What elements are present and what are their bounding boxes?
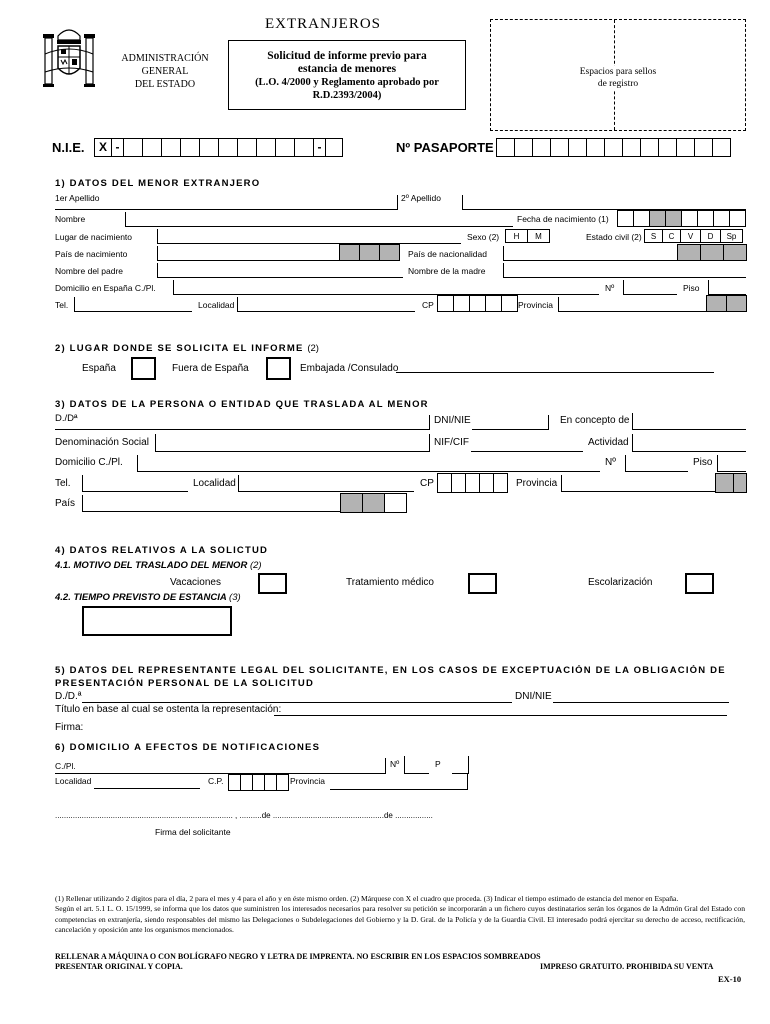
tratamiento-checkbox[interactable]: [468, 573, 497, 594]
s5-dd-field[interactable]: [82, 702, 512, 703]
coat-of-arms-icon: [40, 24, 98, 94]
s4-sub1-note: (2): [249, 560, 262, 571]
s3-piso-field[interactable]: [717, 455, 746, 472]
ec-sp[interactable]: Sp: [721, 229, 743, 243]
tel-label: Tel.: [55, 300, 69, 310]
s3-domicilio-label: Domicilio C./Pl.: [55, 457, 123, 468]
pais-nacionalidad-code: [677, 244, 747, 261]
footer-note1: (1) Rellenar utilizando 2 dígitos para el día, 2 para el mes y 4 para el año y en éste mismo orden. (2) Márquese con X el cuadro que proceda. (3) Indicar el tiempo estimado de estancia del menor en España.: [55, 894, 679, 903]
s5-dni-field[interactable]: [553, 702, 729, 703]
s3-denominacion-field[interactable]: [155, 434, 429, 452]
apellido2-label: 2º Apellido: [401, 193, 441, 203]
madre-field[interactable]: [503, 263, 746, 278]
stamp-text2: de registro: [597, 79, 639, 89]
nie-dash1: -: [112, 138, 124, 157]
form-title: EXTRANJEROS: [265, 16, 382, 32]
s6-provincia-label: Provincia: [290, 776, 325, 786]
footer-gratuito: IMPRESO GRATUITO. PROHIBIDA SU VENTA: [540, 962, 714, 971]
s6-localidad-field[interactable]: [94, 774, 200, 789]
s3-tel-label: Tel.: [55, 478, 71, 489]
firma-solicitante-label: Firma del solicitante: [155, 827, 231, 837]
footer-note2: Según el art. 5.1 L. O. 15/1999, se informa que los datos que suministren los interesados necesarios para resolver su petición se incorporarán a un fichero cuyos destinatarios serán los órganos de la Admón Gral del Estado con competencias en extranjería, siendo responsables del mismo las Delegaciones o Subdelegaciones del Gobierno y la D. Gral. de la Policía y de la Guardia Civil. El interesado podrá ejercitar su derecho de acceso, rectificación, cancelación y oposición ante los organismos mencionados.: [55, 904, 745, 935]
sexo-m[interactable]: M: [528, 229, 550, 243]
s3-actividad-field[interactable]: [632, 434, 746, 452]
form-title-line3: (L.O. 4/2000 y Reglamento aprobado por: [255, 77, 439, 88]
vacaciones-checkbox[interactable]: [258, 573, 287, 594]
section6-title: 6) DOMICILIO A EFECTOS DE NOTIFICACIONES: [55, 742, 321, 753]
s6-cp-label: C.P.: [208, 776, 224, 786]
ec-v[interactable]: V: [681, 229, 701, 243]
s6-numero-label: Nº: [390, 759, 400, 769]
s4-sub2-note: (3): [229, 592, 241, 603]
s3-dd-field[interactable]: [55, 415, 429, 430]
domicilio-field[interactable]: [173, 280, 599, 295]
s3-nif-field[interactable]: [471, 434, 583, 452]
s5-titulo-label: Título en base al cual se ostenta la representación:: [55, 704, 282, 715]
s6-p-label: P: [435, 759, 441, 769]
provincia-field[interactable]: [558, 297, 706, 312]
nie-cells[interactable]: [94, 138, 343, 157]
estado-civil-options[interactable]: [644, 229, 743, 243]
s3-piso-label: Piso: [693, 457, 713, 468]
nie-dash2: -: [314, 138, 326, 157]
ec-c[interactable]: C: [663, 229, 681, 243]
date-line[interactable]: ................................................................................ , ..........de ..................................................de .................: [55, 811, 433, 820]
ec-d[interactable]: D: [701, 229, 721, 243]
s3-nif-label: NIF/CIF: [434, 437, 469, 448]
fuera-checkbox[interactable]: [266, 357, 291, 380]
s3-actividad-label: Actividad: [588, 437, 629, 448]
lugar-nac-label: Lugar de nacimiento: [55, 232, 133, 242]
s3-numero-label: Nº: [605, 457, 616, 468]
footer-instr1: RELLENAR A MÁQUINA O CON BOLÍGRAFO NEGRO Y LETRA DE IMPRENTA. NO ESCRIBIR EN LOS ESPACIOS SOMBREADOS: [55, 952, 541, 961]
padre-label: Nombre del padre: [55, 266, 124, 276]
stamp-text1: Espacios para sellos: [579, 67, 657, 77]
form-title-box: [228, 40, 466, 110]
fecha-nac-label: Fecha de nacimiento (1): [517, 214, 609, 224]
s3-localidad-field[interactable]: [238, 475, 414, 492]
estado-civil-label: Estado civil (2): [586, 232, 642, 242]
form-title-line4: R.D.2393/2004): [312, 90, 382, 101]
s6-numero-field[interactable]: [404, 756, 429, 774]
cp-cells[interactable]: [437, 295, 518, 312]
sexo-h[interactable]: H: [506, 229, 528, 243]
s3-tel-field[interactable]: [82, 475, 188, 492]
pais-nacionalidad-field[interactable]: [503, 246, 677, 261]
fecha-nac-cells[interactable]: [617, 210, 746, 227]
passport-cells[interactable]: [496, 138, 731, 157]
provincia-code: [706, 295, 747, 312]
madre-label: Nombre de la madre: [408, 266, 486, 276]
espana-label: España: [82, 363, 116, 374]
embajada-label: Embajada /Consulado: [300, 363, 399, 374]
escolarizacion-checkbox[interactable]: [685, 573, 714, 594]
s5-firma-label: Firma:: [55, 722, 84, 733]
s6-localidad-label: Localidad: [55, 776, 92, 786]
form-code: EX-10: [718, 974, 742, 984]
footer-instr2: PRESENTAR ORIGINAL Y COPIA.: [55, 962, 183, 971]
nombre-label: Nombre: [55, 214, 86, 224]
pais-nacionalidad-label: País de nacionalidad: [408, 249, 487, 259]
piso-field[interactable]: [708, 280, 746, 295]
s3-concepto-field[interactable]: [632, 413, 746, 430]
localidad-field[interactable]: [237, 297, 415, 312]
s4-sub2-text: 4.2. TIEMPO PREVISTO DE ESTANCIA: [55, 592, 227, 603]
footer-notes: [55, 894, 745, 936]
sexo-options[interactable]: [505, 229, 550, 243]
pais-nac-code: [339, 244, 400, 261]
section3-title: 3) DATOS DE LA PERSONA O ENTIDAD QUE TRASLADA AL MENOR: [55, 399, 429, 410]
nombre-field[interactable]: [125, 212, 513, 227]
apellido1-label: 1er Apellido: [55, 193, 100, 203]
pais-nac-label: País de nacimiento: [55, 249, 128, 259]
numero-label: Nº: [605, 283, 615, 293]
form-title-line1: Solicitud de informe previo para: [267, 50, 427, 62]
apellido2-field[interactable]: [462, 195, 746, 210]
section1-title: 1) DATOS DEL MENOR EXTRANJERO: [55, 178, 261, 189]
cp-label: CP: [422, 300, 434, 310]
tel-field[interactable]: [74, 297, 192, 312]
s4-sub1: [55, 560, 262, 571]
s3-provincia-code: [715, 473, 747, 493]
s6-cpl-field[interactable]: [55, 758, 385, 774]
padre-field[interactable]: [157, 263, 403, 278]
apellido1-field[interactable]: [55, 195, 397, 210]
nie-prefix: X: [95, 138, 112, 157]
tratamiento-label: Tratamiento médico: [346, 577, 434, 588]
s3-localidad-label: Localidad: [193, 478, 236, 489]
s5-dd-label: D./D.ª: [55, 691, 82, 702]
s6-p-field[interactable]: [452, 756, 469, 774]
numero-field[interactable]: [623, 280, 677, 295]
ec-s[interactable]: S: [645, 229, 663, 243]
stamp-area: [490, 19, 746, 131]
localidad-label: Localidad: [198, 300, 235, 310]
section5-title1: 5) DATOS DEL REPRESENTANTE LEGAL DEL SOLICITANTE, EN LOS CASOS DE EXCEPTUACIÓN DE LA OBLIGACIÓN DE: [55, 665, 726, 676]
s3-denominacion-label: Denominación Social: [55, 437, 149, 448]
s3-provincia-label: Provincia: [516, 478, 558, 489]
s3-pais-label: País: [55, 498, 76, 509]
s3-dd-label: D./Dª: [55, 413, 78, 424]
espana-checkbox[interactable]: [131, 357, 156, 380]
lugar-nac-field[interactable]: [157, 229, 461, 244]
escolarizacion-label: Escolarización: [588, 577, 653, 588]
s6-provincia-field[interactable]: [330, 774, 468, 790]
passport-label: Nº PASAPORTE: [396, 140, 494, 155]
s6-cpl-label: C./Pl.: [55, 761, 76, 771]
pais-nac-field[interactable]: [157, 246, 339, 261]
tiempo-estancia-field[interactable]: [82, 606, 232, 636]
section2-note: (2): [307, 343, 319, 354]
piso-label: Piso: [683, 283, 700, 293]
embajada-field[interactable]: [396, 372, 714, 373]
s6-cp-cells[interactable]: [228, 774, 289, 791]
provincia-label: Provincia: [518, 300, 553, 310]
admin-label: [106, 52, 224, 91]
form-title-line2: estancia de menores: [297, 63, 397, 75]
s3-dni-label: DNI/NIE: [434, 415, 471, 426]
s4-sub2: [55, 592, 241, 603]
s3-cp-label: CP: [420, 478, 434, 489]
fuera-label: Fuera de España: [172, 363, 249, 374]
s4-sub1-text: 4.1. MOTIVO DEL TRASLADO DEL MENOR: [55, 560, 248, 571]
s5-dni-label: DNI/NIE: [515, 691, 552, 702]
admin-line2: GENERAL: [141, 66, 189, 77]
admin-line1: ADMINISTRACIÓN: [121, 53, 209, 64]
vacaciones-label: Vacaciones: [170, 577, 221, 588]
s3-concepto-label: En concepto de: [560, 415, 630, 426]
sexo-label: Sexo (2): [467, 232, 500, 242]
admin-line3: DEL ESTADO: [134, 79, 196, 90]
section4-title: 4) DATOS RELATIVOS A LA SOLICTUD: [55, 545, 269, 556]
s3-dni-field[interactable]: [472, 415, 548, 430]
s3-pais-code: [340, 493, 407, 513]
section2-title-text: 2) LUGAR DONDE SE SOLICITA EL INFORME: [55, 343, 304, 354]
section5-title2: PRESENTACIÓN PERSONAL DE LA SOLICITUD: [55, 678, 315, 689]
s3-pais-field[interactable]: [82, 495, 340, 512]
s3-provincia-field[interactable]: [561, 475, 715, 492]
s5-titulo-field[interactable]: [274, 715, 727, 716]
s3-domicilio-field[interactable]: [137, 455, 600, 472]
s3-numero-field[interactable]: [625, 455, 688, 472]
section2-title: [55, 343, 319, 354]
domicilio-label: Domicilio en España C./Pl.: [55, 283, 156, 293]
nie-label: N.I.E.: [52, 140, 85, 155]
s3-cp-cells[interactable]: [437, 473, 508, 493]
